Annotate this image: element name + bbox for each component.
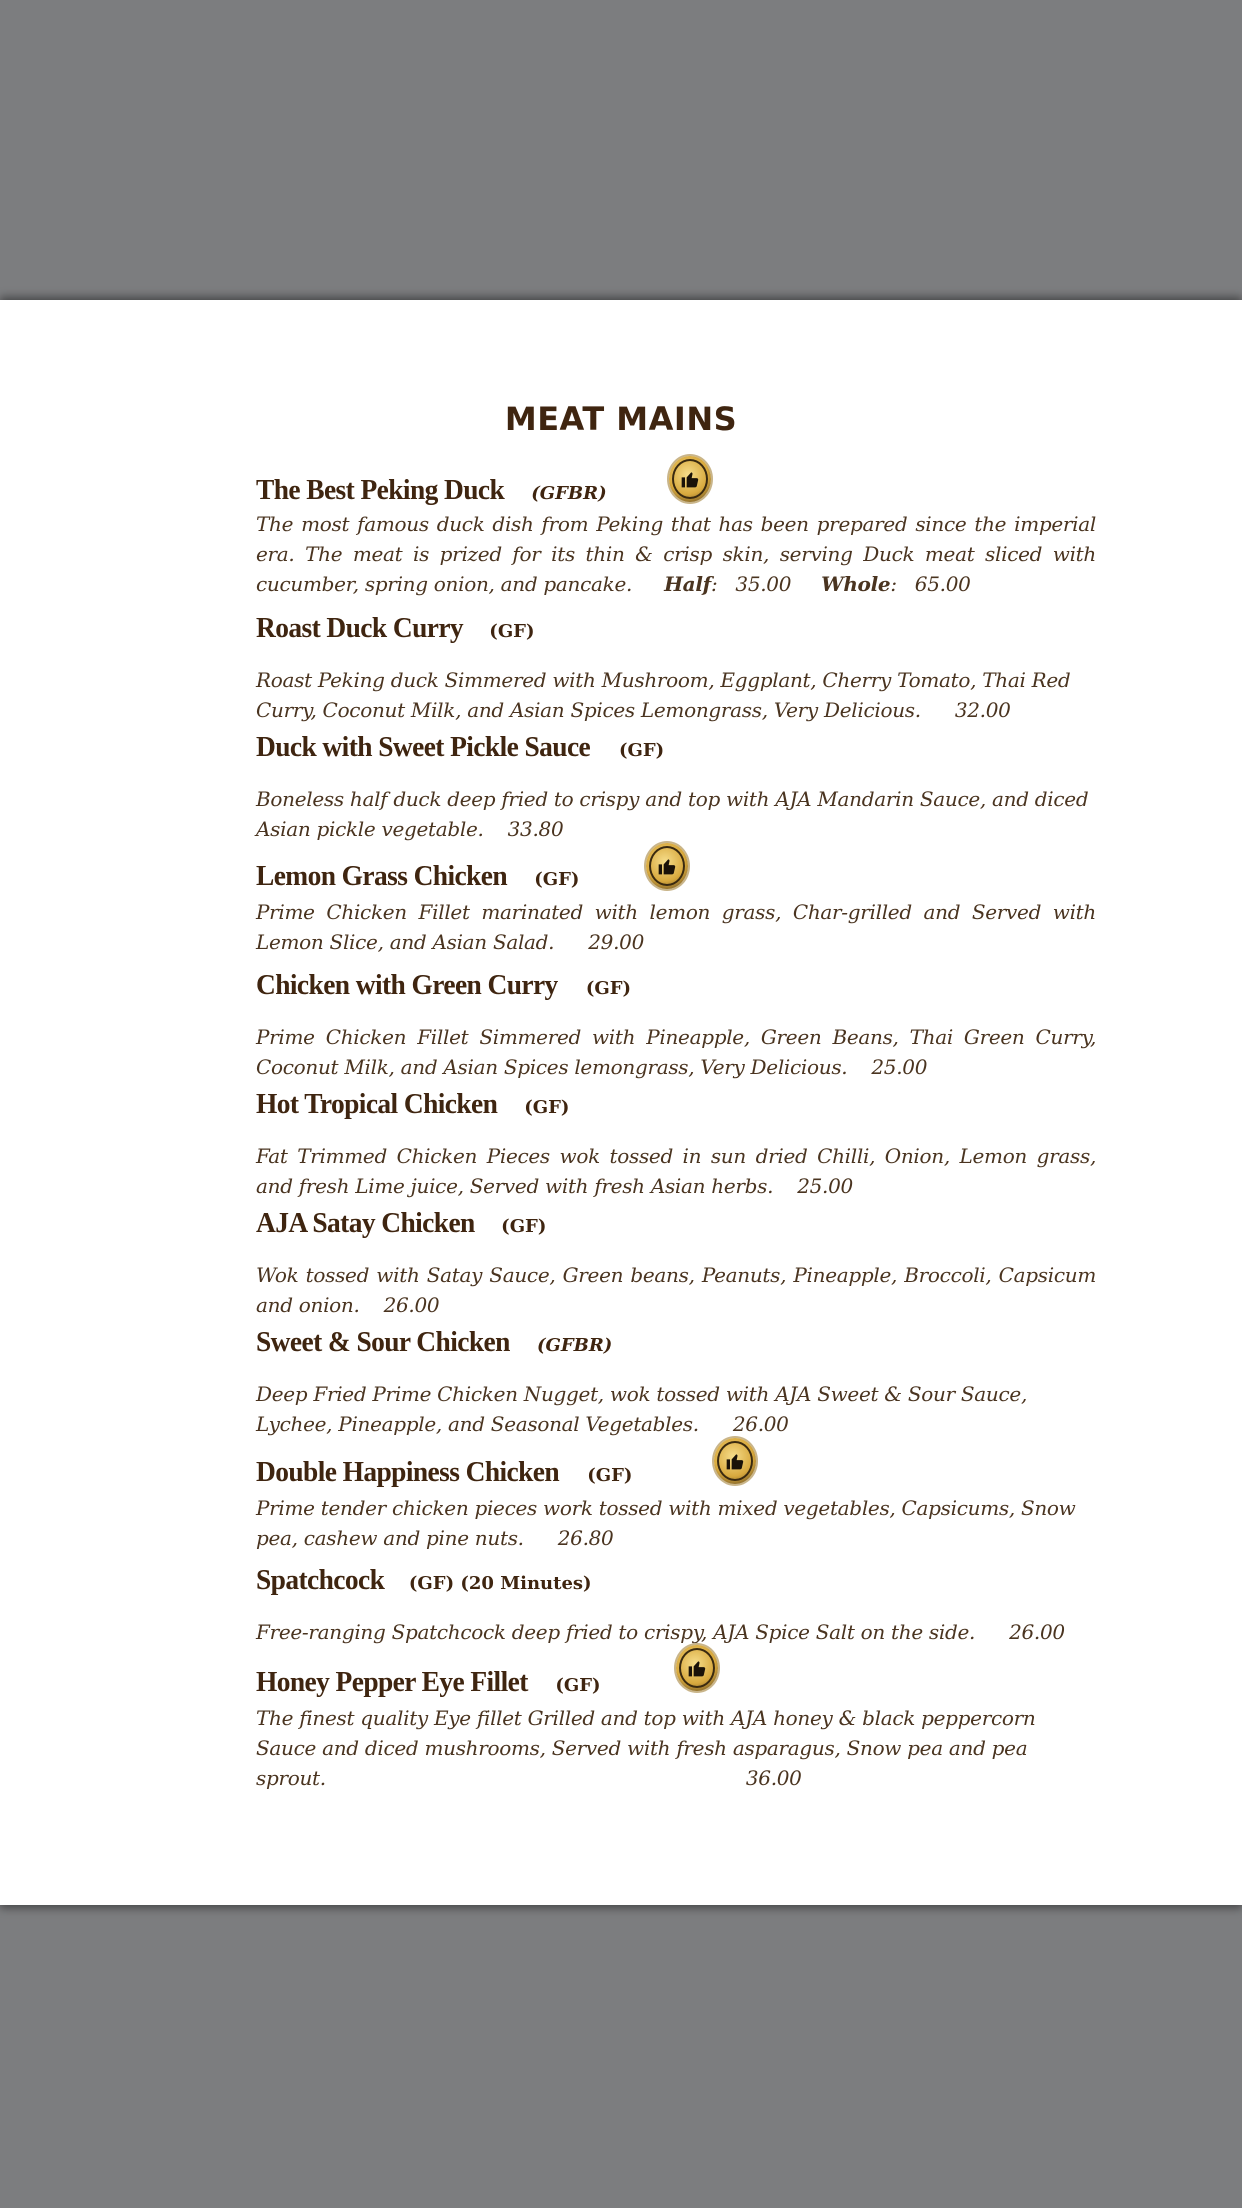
item-description: Prime tender chicken pieces work tossed with mixed vegetables, Capsicums, Snow pea, cashew and pine nuts. 26.80 xyxy=(256,1496,1076,1550)
thumbs-up-badge-icon xyxy=(669,456,711,502)
item-description: The most famous duck dish from Peking that has been prepared since the imperial era. The meat is prized for its thin & crisp skin, serving Duck meat sliced with cucumber, spring onion, and pancake. Half: 35.00 Whole: 65.00 xyxy=(256,512,1096,596)
item-description: Prime Chicken Fillet marinated with lemon grass, Char-grilled and Served with Lemon Slice, and Asian Salad. 29.00 xyxy=(256,900,1096,954)
item-name: Double Happiness Chicken xyxy=(256,1457,560,1488)
item-name: Sweet & Sour Chicken xyxy=(256,1327,510,1358)
item-name: Lemon Grass Chicken xyxy=(256,861,508,892)
item-description: Free-ranging Spatchcock deep fried to crispy, AJA Spice Salt on the side. 26.00 xyxy=(256,1620,1065,1644)
item-name: Roast Duck Curry xyxy=(256,613,464,644)
item-tag: (GF) xyxy=(618,740,665,761)
item-name: The Best Peking Duck xyxy=(256,475,505,506)
menu-item xyxy=(256,1457,1096,1553)
item-description: Wok tossed with Satay Sauce, Green beans, Peanuts, Pineapple, Broccoli, Capsicum and onion. 26.00 xyxy=(256,1263,1096,1317)
item-tag: (GF) (20 Minutes) xyxy=(408,1573,592,1594)
item-description: Deep Fried Prime Chicken Nugget, wok tossed with AJA Sweet & Sour Sauce, Lychee, Pineapple, and Seasonal Vegetables. 26.00 xyxy=(256,1382,1027,1436)
item-tag: (GFBR) xyxy=(531,483,607,504)
item-name: AJA Satay Chicken xyxy=(256,1208,475,1239)
item-name: Honey Pepper Eye Fillet xyxy=(256,1667,528,1698)
item-tag: (GF) xyxy=(524,1097,570,1118)
item-tag: (GF) xyxy=(555,1675,601,1696)
item-tag: (GF) xyxy=(489,621,535,642)
thumbs-up-badge-icon xyxy=(646,843,688,889)
item-tag: (GF) xyxy=(534,869,580,890)
menu-item xyxy=(256,1667,1096,1793)
menu-item xyxy=(256,613,1096,725)
item-tag: (GF) xyxy=(501,1216,547,1237)
menu-item xyxy=(256,1089,1096,1201)
menu-item xyxy=(256,1565,1096,1647)
item-description: Prime Chicken Fillet Simmered with Pineapple, Green Beans, Thai Green Curry, Coconut Milk, and Asian Spices lemongrass, Very Delicious. 25.00 xyxy=(256,1025,1096,1079)
item-description: The finest quality Eye fillet Grilled and top with AJA honey & black peppercorn Sauce and diced mushrooms, Served with fresh asparagus, Snow pea and pea sprout. 36.00 xyxy=(256,1706,1036,1790)
thumbs-up-badge-icon xyxy=(676,1645,718,1691)
menu-item xyxy=(256,1208,1096,1320)
item-name: Chicken with Green Curry xyxy=(256,970,558,1001)
menu-item xyxy=(256,1327,1096,1439)
item-tag: (GF) xyxy=(587,1465,633,1486)
item-description: Boneless half duck deep fried to crispy and top with AJA Mandarin Sauce, and diced Asian pickle vegetable. 33.80 xyxy=(256,787,1089,841)
menu-item xyxy=(256,732,1096,844)
menu-item xyxy=(256,970,1096,1082)
item-description: Roast Peking duck Simmered with Mushroom, Eggplant, Cherry Tomato, Thai Red Curry, Coconut Milk, and Asian Spices Lemongrass, Very Delicious. 32.00 xyxy=(256,668,1071,722)
thumbs-up-badge-icon xyxy=(714,1438,756,1484)
item-tag: (GF) xyxy=(585,978,632,999)
item-tag: (GFBR) xyxy=(536,1335,613,1356)
item-name: Hot Tropical Chicken xyxy=(256,1089,498,1120)
item-name: Spatchcock xyxy=(256,1565,385,1596)
menu-page xyxy=(0,300,1242,1905)
item-name: Duck with Sweet Pickle Sauce xyxy=(256,732,591,763)
item-description: Fat Trimmed Chicken Pieces wok tossed in sun dried Chilli, Onion, Lemon grass, and fresh Lime juice, Served with fresh Asian herbs. 25.00 xyxy=(256,1144,1096,1198)
section-title: MEAT MAINS xyxy=(504,400,738,438)
